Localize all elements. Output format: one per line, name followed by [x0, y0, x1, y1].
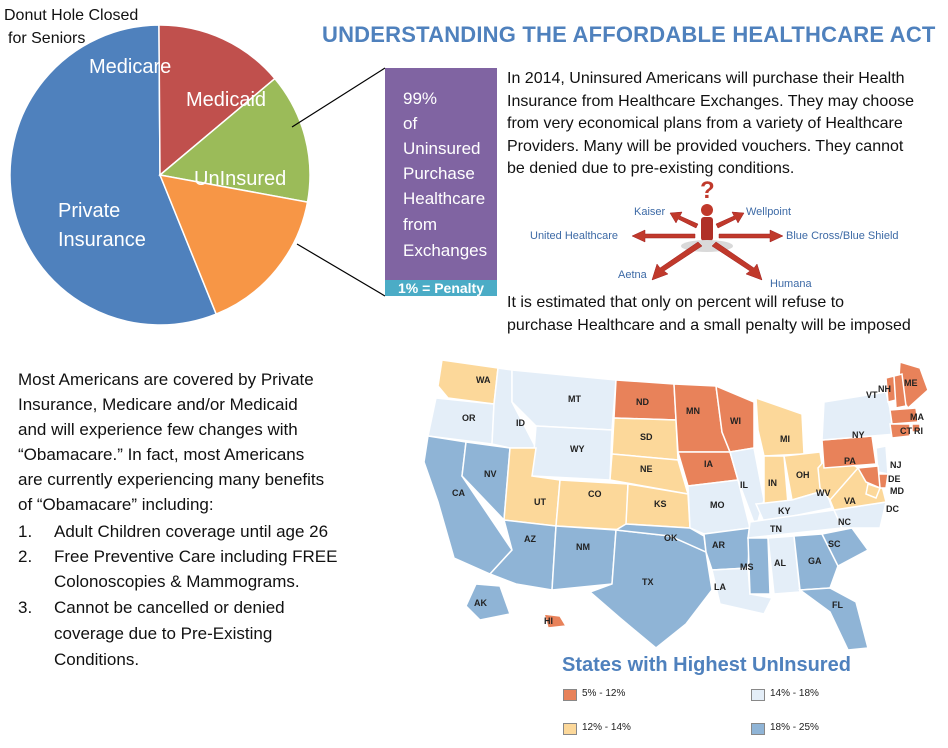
legend-label: 12% - 14%: [582, 722, 631, 733]
state-label-wv: WV: [816, 488, 831, 498]
pie-label-medicare: Medicare: [89, 56, 172, 78]
state-label-va: VA: [844, 496, 856, 506]
state-label-tn: TN: [770, 524, 782, 534]
uninsured-callout: [385, 68, 497, 280]
callout-line: Healthcare: [403, 189, 486, 208]
provider-label: Wellpoint: [746, 206, 792, 218]
exchange-paragraph-line: Insurance from Healthcare Exchanges. They may choose: [507, 93, 915, 110]
callout-line: Exchanges: [403, 241, 488, 260]
benefit-line: Colonoscopies & Mammograms.: [54, 572, 300, 591]
page-title: UNDERSTANDING THE AFFORDABLE HEALTHCARE ACT: [322, 22, 936, 47]
state-label-de: DE: [888, 474, 901, 484]
state-label-oh: OH: [796, 470, 810, 480]
exchange-paragraph-line: from very economical plans from a variety of Healthcare: [507, 115, 903, 132]
exchange-paragraph-line: Providers. Many will be provided vouchers. They cannot: [507, 138, 904, 155]
state-label-nd: ND: [636, 397, 649, 407]
state-label-il: IL: [740, 480, 748, 490]
callout-line: 99%: [403, 89, 438, 108]
state-label-dc: DC: [886, 504, 899, 514]
provider-label: United Healthcare: [530, 230, 619, 242]
state-label-ri: RI: [914, 426, 923, 436]
benefit-number: 1.: [18, 522, 33, 541]
state-label-md: MD: [890, 486, 904, 496]
pie-label-private-line2: Insurance: [58, 229, 146, 251]
state-label-mt: MT: [568, 394, 581, 404]
state-label-wi: WI: [730, 416, 741, 426]
state-label-sd: SD: [640, 432, 653, 442]
exchange-paragraph-line: be denied due to pre-existing conditions.: [507, 160, 795, 177]
state-label-ar: AR: [712, 540, 725, 550]
pie-annotation-donut-line1: Donut Hole Closed: [4, 7, 139, 24]
callout-line: of: [403, 114, 418, 133]
benefit-line: Conditions.: [54, 650, 140, 669]
left-paragraph-line: of “Obamacare” including:: [18, 495, 214, 514]
pie-label-private-line1: Private: [58, 200, 121, 222]
state-label-pa: PA: [844, 456, 856, 466]
connector-line-top: [292, 68, 385, 127]
provider-label: Aetna: [618, 269, 647, 281]
state-label-hi: HI: [544, 616, 553, 626]
penalty-bar: 1% = Penalty: [385, 280, 497, 296]
legend-label: 14% - 18%: [770, 688, 819, 699]
benefit-line: Free Preventive Care including FREE: [54, 547, 338, 566]
state-label-vt: VT: [866, 390, 878, 400]
state-label-ga: GA: [808, 556, 822, 566]
penalty-paragraph-line: It is estimated that only on percent will refuse to: [507, 294, 845, 311]
state-mi: [756, 398, 804, 456]
legend-swatch: [563, 689, 577, 701]
person-question-icon: [681, 177, 733, 252]
state-label-sc: SC: [828, 539, 841, 549]
state-label-me: ME: [904, 378, 918, 388]
provider-label: Kaiser: [634, 206, 666, 218]
state-label-ca: CA: [452, 488, 465, 498]
state-label-nv: NV: [484, 469, 497, 479]
state-label-az: AZ: [524, 534, 536, 544]
us-uninsured-map: [420, 352, 944, 652]
state-label-al: AL: [774, 558, 786, 568]
state-label-mo: MO: [710, 500, 725, 510]
legend-label: 18% - 25%: [770, 722, 819, 733]
state-label-co: CO: [588, 489, 602, 499]
state-co: [556, 480, 628, 530]
state-label-la: LA: [714, 582, 726, 592]
pie-label-medicaid: Medicaid: [186, 89, 267, 111]
map-title: States with Highest UnInsured: [562, 654, 851, 676]
left-paragraph-line: Most Americans are covered by Private: [18, 370, 314, 389]
callout-line: Purchase: [403, 164, 475, 183]
state-label-wy: WY: [570, 444, 585, 454]
state-label-ut: UT: [534, 497, 546, 507]
penalty-paragraph-line: purchase Healthcare and a small penalty will be imposed: [507, 317, 911, 334]
state-label-ky: KY: [778, 506, 791, 516]
svg-text:?: ?: [700, 177, 715, 204]
state-label-in: IN: [768, 478, 777, 488]
benefit-line: coverage due to Pre-Existing: [54, 624, 273, 643]
state-label-nh: NH: [878, 384, 891, 394]
left-paragraph-line: are currently experiencing many benefits: [18, 470, 325, 489]
exchange-paragraph-line: In 2014, Uninsured Americans will purchase their Health: [507, 70, 905, 87]
state-label-nm: NM: [576, 542, 590, 552]
state-label-ms: MS: [740, 562, 754, 572]
state-ak: [466, 584, 510, 620]
left-paragraph-line: “Obamacare.” In fact, most Americans: [18, 445, 305, 464]
benefit-line: Cannot be cancelled or denied: [54, 598, 285, 617]
state-label-tx: TX: [642, 577, 654, 587]
pie-annotation-donut-line2: for Seniors: [8, 30, 86, 47]
state-label-ok: OK: [664, 533, 678, 543]
state-label-ne: NE: [640, 464, 653, 474]
connector-line-bottom: [297, 244, 385, 296]
legend-swatch: [751, 723, 765, 735]
legend-label: 5% - 12%: [582, 688, 626, 699]
left-paragraph-line: and will experience few changes with: [18, 420, 298, 439]
state-label-ia: IA: [704, 459, 713, 469]
left-paragraph-line: Insurance, Medicare and/or Medicaid: [18, 395, 298, 414]
provider-label: Humana: [770, 278, 812, 290]
benefit-number: 3.: [18, 598, 33, 617]
benefit-line: Adult Children coverage until age 26: [54, 522, 329, 541]
callout-line: from: [403, 215, 437, 234]
provider-label: Blue Cross/Blue Shield: [786, 230, 899, 242]
state-label-nj: NJ: [890, 460, 902, 470]
state-label-mn: MN: [686, 406, 700, 416]
pie-label-uninsured: UnInsured: [194, 168, 287, 190]
callout-line: Uninsured: [403, 139, 481, 158]
state-mt: [512, 370, 616, 430]
state-label-ct: CT: [900, 426, 912, 436]
state-label-wa: WA: [476, 375, 491, 385]
legend-swatch: [563, 723, 577, 735]
state-label-mi: MI: [780, 434, 790, 444]
state-label-nc: NC: [838, 517, 851, 527]
state-label-id: ID: [516, 418, 525, 428]
state-label-ny: NY: [852, 430, 865, 440]
state-label-ma: MA: [910, 412, 924, 422]
state-label-ak: AK: [474, 598, 487, 608]
benefit-number: 2.: [18, 547, 33, 566]
state-label-fl: FL: [832, 600, 843, 610]
state-fl: [800, 588, 868, 650]
state-label-ks: KS: [654, 499, 667, 509]
state-label-or: OR: [462, 413, 476, 423]
state-nm: [552, 526, 616, 590]
legend-swatch: [751, 689, 765, 701]
